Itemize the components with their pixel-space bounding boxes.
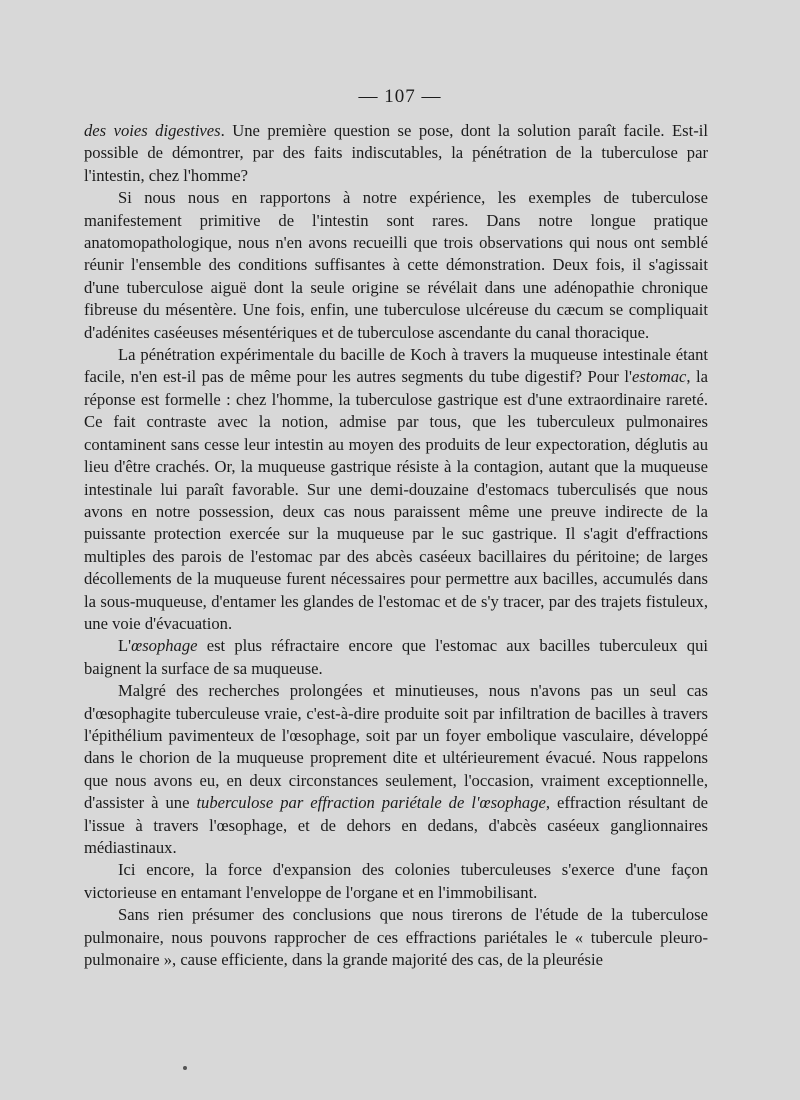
paragraph <box>84 859 708 904</box>
text-run: La pénétration expérimentale du bacille de Koch à travers la muqueuse intestinale étant facile, n'en est-il pas de même pour les autres segments du tube digestif? Pour l' <box>84 345 708 387</box>
page-number: — 107 — <box>358 86 442 107</box>
paragraph <box>84 680 708 859</box>
print-speck <box>183 1066 187 1070</box>
paragraph <box>84 187 708 344</box>
italic-text: des voies digestives <box>84 121 221 140</box>
italic-text: tuberculose par effraction pariétale de l'œsophage <box>196 793 546 813</box>
paragraph <box>84 120 708 187</box>
text-run: Malgré des recherches prolongées et minutieuses, nous n'avons pas un seul cas d'œsophagite tuberculeuse vraie, c'est-à-dire produite soit par infiltration de bacilles à travers l'épithélium pavimenteux de l'œsophage, soit par un foyer embolique vasculaire, développé dans le chorion de la muqueuse proprement dite et ultérieurement évacué. Nous rappelons que nous avons eu, en deux circonstances seulement, l'occasion, vraiment exceptionnelle, d'assister à une <box>84 681 708 813</box>
text-run: Si nous nous en rapportons à notre expérience, les exemples de tuberculose manifestement primitive de l'intestin sont rares. Dans notre longue pratique anatomopathologique, nous n'en avons recueilli que trois observations qui nous ont semblé réunir l'ensemble des conditions suffisantes à cette démonstration. Deux fois, il s'agissait d'une tuberculose aiguë dont la seule origine se révélait dans une adénopathie chronique fibreuse du mésentère. Une fois, enfin, une tuberculose ulcéreuse du cæcum se compliquait d'adénites caséeuses mésentériques et de tuberculose ascendante du canal thoracique. <box>84 188 708 342</box>
text-run: L' <box>118 636 132 656</box>
text-run: . Une première question se pose, dont la solution paraît facile. Est-il possible de démontrer, par des faits indiscutables, la pénétration de la tuberculose par l'intestin, chez l'homme? <box>84 121 708 185</box>
body-text <box>84 120 708 971</box>
paragraph <box>84 635 708 680</box>
italic-text: œsophage <box>131 636 198 656</box>
paragraph <box>84 904 708 971</box>
text-run: Ici encore, la force d'expansion des colonies tuberculeuses s'exerce d'une façon victorieuse en entamant l'enveloppe de l'organe et en l'immobilisant. <box>84 860 708 902</box>
text-run: , la réponse est formelle : chez l'homme, la tuberculose gastrique est d'une extraordinaire rareté. Ce fait contraste avec la notion, admise par tous, que les tuberculeux pulmonaires contaminent sans cesse leur intestin au moyen des produits de leur expectoration, déglutis au lieu d'être crachés. Or, la muqueuse gastrique résiste à la contagion, autant que la muqueuse intestinale lui paraît favorable. Sur une demi-douzaine d'estomacs tuberculisés que nous avons en notre possession, deux cas nous paraissent même une preuve indirecte de la puissante protection exercée sur la muqueuse par le suc gastrique. Il s'agit d'effractions multiples des parois de l'estomac par des abcès caséeux bacillaires du péritoine; de larges décollements de la muqueuse furent nécessaires pour permettre aux bacilles, accumulés dans la sous-muqueuse, d'entamer les glandes de l'estomac et de s'y tracer, par des trajets fistuleux, une voie d'évacuation. <box>84 367 709 633</box>
text-run: Sans rien présumer des conclusions que nous tirerons de l'étude de la tuberculose pulmonaire, nous pouvons rapprocher de ces effractions pariétales le « tubercule pleuro-pulmonaire », cause efficiente, dans la grande majorité des cas, de la pleurésie <box>84 905 708 970</box>
italic-text: estomac <box>631 367 687 387</box>
paragraph <box>84 344 708 635</box>
text-run: est plus réfractaire encore que l'estomac aux bacilles tuberculeux qui baignent la surface de sa muqueuse. <box>84 636 708 678</box>
text-run: , effraction résultant de l'issue à travers l'œsophage, et de dehors en dedans, d'abcès caséeux ganglionnaires médiastinaux. <box>84 793 708 857</box>
